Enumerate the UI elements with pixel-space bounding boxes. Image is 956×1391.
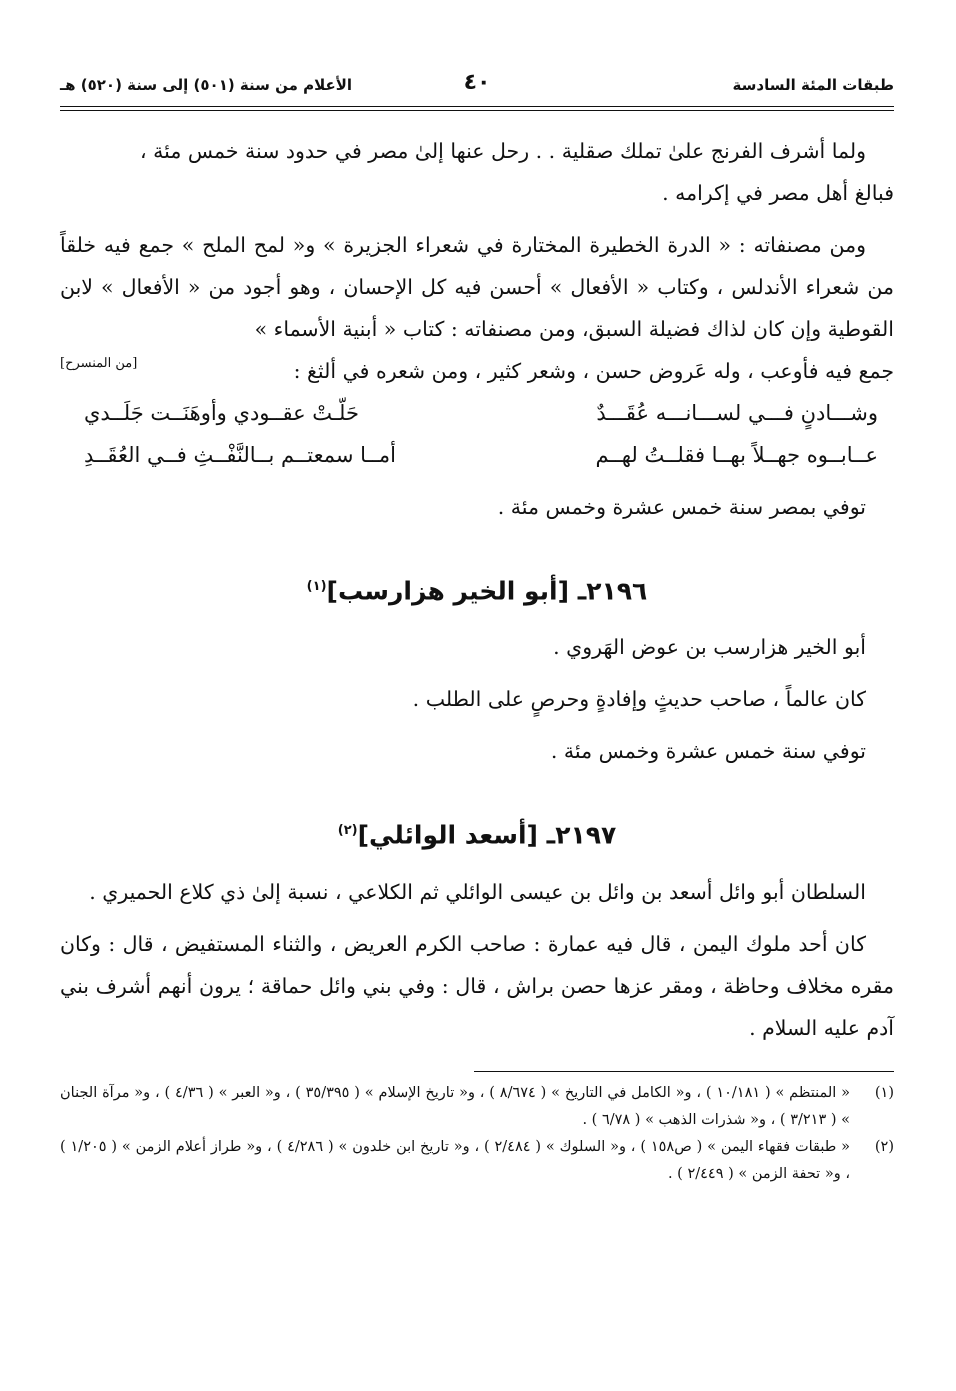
header-rule xyxy=(60,106,894,107)
verse-second-hemistich: أمــا سمعتــم بــالنَّفْــثِ فــي العُقَــدِ xyxy=(84,443,396,467)
entry-title: ٢١٩٦ـ [أبو الخير هزارسب] xyxy=(326,576,648,606)
footnote xyxy=(60,1080,894,1134)
page-body xyxy=(60,130,894,1188)
book-page xyxy=(60,68,894,1391)
poetry-intro-text: جمع فيه فأوعب ، وله عَروض حسن ، وشعر كثير ، ومن شعره في ألثغ : xyxy=(293,359,894,383)
footnotes xyxy=(60,1080,894,1188)
poetry-intro-line xyxy=(60,350,894,392)
intro-line-2: فبالغ أهل مصر في إكرامه . xyxy=(662,181,894,205)
entry-heading-2197 xyxy=(60,806,894,860)
verse-first-hemistich: وشـــادنٍ فـــي لســـانـــه عُقَـــدٌ xyxy=(596,401,878,425)
header-book-section: طبقات المئة السادسة xyxy=(732,76,894,94)
footnote-text: « المنتظم » ( ١٠/١٨١ ) ، و« الكامل في التاريخ » ( ٨/٦٧٤ ) ، و« تاريخ الإسلام » ( ٣٥/٣٩٥ ) ، و« العبر » ( ٤/٣٦ ) ، و« مرآة الجنان » ( ٣/٢١٣ ) ، و« شذرات الذهب » ( ٦/٧٨ ) . xyxy=(60,1084,851,1128)
running-header xyxy=(60,68,894,102)
entry-2197-paragraph-1: السلطان أبو وائل أسعد بن وائل بن عيسى الوائلي ثم الكلاعي ، نسبة إلىٰ ذي كلاع الحميري . xyxy=(89,879,866,904)
footnote-ref: (٢) xyxy=(337,823,358,839)
header-year-range: الأعلام من سنة (٥٠١) إلى سنة (٥٢٠) هـ xyxy=(60,76,353,94)
footnote-number: (١) xyxy=(874,1084,894,1101)
entry-2196-line-1: أبو الخير هزارسب بن عوض الهَروي . xyxy=(553,635,866,660)
footnote-number: (٢) xyxy=(874,1138,894,1155)
footnote-rule xyxy=(474,1071,894,1072)
footnote-ref: (١) xyxy=(306,579,327,594)
verse-line xyxy=(60,434,894,476)
page-number: ٤٠ xyxy=(463,70,491,95)
footnote xyxy=(60,1134,894,1188)
entry-2197-paragraph-2: كان أحد ملوك اليمن ، قال فيه عمارة : صاحب الكرم العريض ، والثناء المستفيض ، قال : وكان مقره مخلاف وحاظة ، ومقر عزها حصن براش ، قال : وفي بني وائل حماقة ؛ يرون أنهم أشرف بني آدم عليه السلام . xyxy=(60,931,894,1040)
footnote-text: « طبقات فقهاء اليمن » ( ص١٥٨ ) ، و« السلوك » ( ٢/٤٨٤ ) ، و« تاريخ ابن خلدون » ( ٤/٢٨٦ ) ، و« طراز أعلام الزمن » ( ١/٢٠٥ ) ، و« تحفة الزمن » ( ٢/٤٤٩ ) . xyxy=(60,1138,850,1182)
entry-2196-line-2: كان عالماً ، صاحب حديثٍ وإفادةٍ وحرصٍ على الطلب . xyxy=(412,687,866,712)
entry-2196-line-3: توفي سنة خمس عشرة وخمس مئة . xyxy=(550,739,866,764)
header-rule-thin xyxy=(60,110,894,111)
intro-line-1: ولما أشرف الفرنج علىٰ تملك صقلية . . رحل عنها إلىٰ مصر في حدود سنة خمس مئة ، xyxy=(140,139,866,163)
verse-first-hemistich: عــابــوه جهــلاً بهــا فقلــتُ لهــم xyxy=(595,443,878,467)
works-paragraph: ومن مصنفاته : « الدرة الخطيرة المختارة في شعراء الجزيرة » و« لمح الملح » جمع فيه خلقاً من شعراء الأندلس ، وكتاب « الأفعال » أحسن فيه كل الإحسان ، وهو أجود من « الأفعال » لابن القوطية وإن كان لذاك فضيلة السبق، ومن مصنفاته : كتاب « أبنية الأسماء » xyxy=(60,233,894,341)
entry-title: ٢١٩٧ـ [أسعد الوائلي] xyxy=(357,820,617,850)
entry-heading-2196 xyxy=(60,562,894,616)
verse-second-hemistich: حَلّـتْ عقــودي وأوهَنَــت جَلَــدي xyxy=(84,401,359,425)
death-notice: توفي بمصر سنة خمس عشرة وخمس مئة . xyxy=(497,495,866,519)
meter-label: [من المنسرح] xyxy=(60,356,138,371)
verse-line xyxy=(60,392,894,434)
